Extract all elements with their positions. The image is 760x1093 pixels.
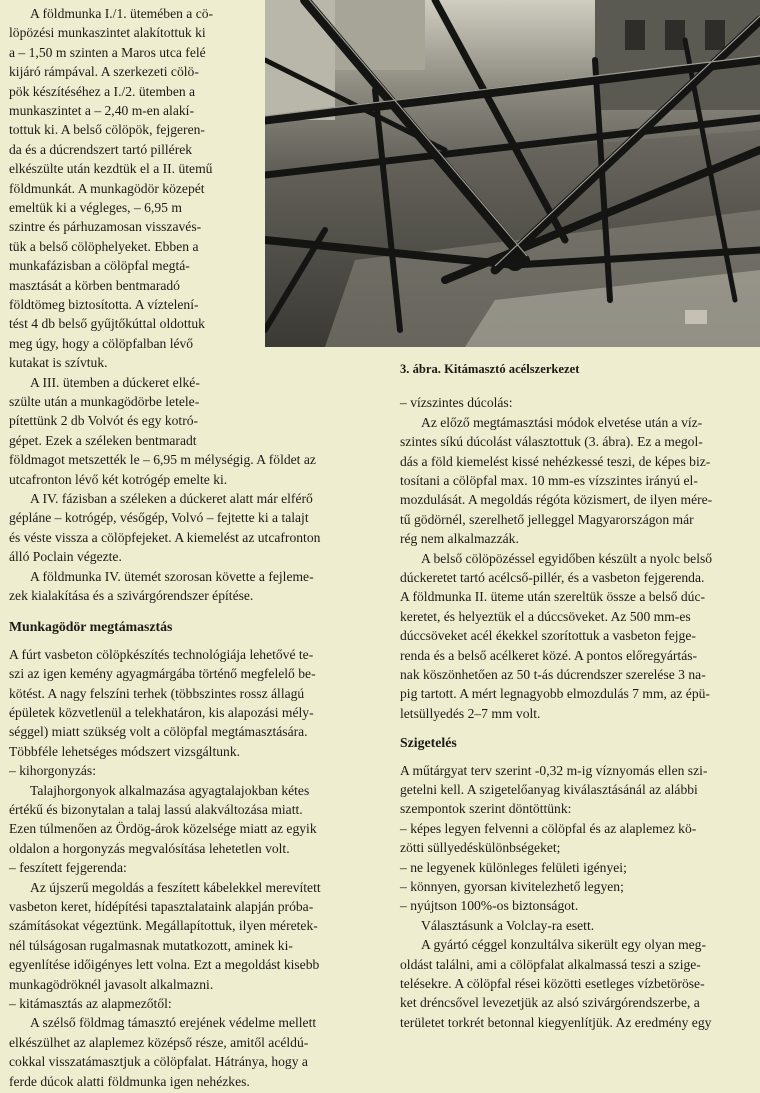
text-line: munkaszintet a – 2,40 m-en alakí- — [9, 103, 194, 118]
text-line: Talajhorgonyok alkalmazása agyagtalajokban kétes — [30, 782, 310, 798]
text-line: pök készítéséhez a I./2. ütemben a — [9, 83, 196, 99]
text-line: ket dréncsővel levezetjük az alsó szivárgórendszerbe, a — [400, 995, 700, 1011]
text-line: cokkal visszatámasztjuk a cölöpfalat. Hátránya, hogy a — [9, 1054, 308, 1070]
text-line: vasbeton keret, hídépítési tapasztalataink alapján próba- — [9, 899, 314, 914]
text-line: dás a föld kiemelést kissé nehézkessé teszi, de képes biz- — [400, 453, 711, 469]
list-item: zötti süllyedéskülönbségeket; — [400, 840, 561, 856]
text-line: letsüllyedés 2–7 mm volt. — [400, 705, 541, 721]
text-line: emeltük ki a végleges, – 6,95 m — [9, 200, 182, 215]
figure-photo-steel-bracing — [265, 0, 760, 347]
text-line: számításokat végeztünk. Megállapítottuk, ilyen méretek- — [9, 918, 318, 934]
text-line: tük a belső cölöphelyeket. Ebben a — [9, 238, 199, 254]
text-line: szi az igen kemény agyagmárgába történő megfelelő be- — [9, 666, 316, 682]
text-line: Ezen túlmenően az Ördög-árok közelsége miatt az egyik — [9, 821, 317, 837]
text-line: A földmunka IV. ütemét szorosan követte a fejleme- — [30, 568, 314, 584]
bullet-anchoring: – kihorgonyzás: — [9, 763, 96, 779]
text-line: egyenlítése időigényes lett volna. Ezt a megoldást kisebb — [9, 957, 320, 973]
text-line: dúccsöveket acél ékekkel szorítottuk a vasbeton fejge- — [400, 628, 696, 644]
text-line: A fúrt vasbeton cölöpkészítés technológiája lehetővé te- — [9, 646, 314, 662]
text-line: meg úgy, hogy a cölöpfalban lévő — [9, 335, 194, 351]
text-line: zek kialakítása és a szivárgórendszer építése. — [9, 588, 254, 603]
list-item: – nyújtson 100%-os biztonságot. — [400, 898, 579, 914]
text-line: A földmunka I./1. ütemében a cö- — [30, 6, 214, 21]
text-line: telésekre. A cölöpfal rései közötti esetleges vízbetöröse- — [400, 976, 705, 991]
text-line: tottuk ki. A belső cölöpök, fejgeren- — [9, 122, 205, 138]
text-line: elkészülhet az alaplemez középső része, amitől acéldú- — [9, 1034, 309, 1050]
text-line-choice: Választásunk a Volclay-ra esett. — [421, 917, 595, 933]
text-line: A műtárgyat terv szerint -0,32 m-ig víznyomás ellen szi- — [400, 762, 708, 778]
text-line: A belső cölöpözéssel egyidőben készült a nyolc belső — [421, 550, 713, 566]
figure-caption: 3. ábra. Kitámasztó acélszerkezet — [400, 362, 580, 376]
text-line: Többféle lehetséges módszert vizsgáltunk. — [9, 743, 241, 759]
text-line: területet torkrét betonnal kiegyenlítjük. Az eredmény egy — [400, 1014, 712, 1030]
text-line: renda és a belső acélkeret közé. A pontos előregyártás- — [400, 647, 698, 663]
text-line: álló Poclain végezte. — [9, 549, 122, 565]
text-line: tű gödörnél, szerelhető jelleggel Magyarországon már — [400, 511, 694, 527]
text-line: tosítani a cölöpfal max. 10 mm-es vízszintes irányú el- — [400, 473, 698, 488]
list-item: – ne legyenek különleges felületi igényei; — [400, 859, 627, 875]
text-line: épületek közvetlenül a telekhatáron, kis alapozási mély- — [9, 705, 314, 720]
text-line: nak köszönhetően az 50 t-ás dúcrendszer szerelése 3 na- — [400, 667, 706, 682]
text-line: getelni kell. A szigetelőanyag kiválasztásánál az alábbi — [400, 782, 698, 797]
list-item: – képes legyen felvenni a cölöpfal és az alaplemez kö- — [400, 820, 697, 836]
text-line: oldalon a horgonyzás megvalósítása lehetetlen volt. — [9, 840, 290, 856]
text-line: értékű és bizonytalan a talaj lassú alakváltozása miatt. — [9, 802, 303, 817]
text-line: A IV. fázisban a széleken a dúckeret alatt már elférő — [30, 491, 313, 506]
text-line: pig tartott. A mért legnagyobb elmozdulás 7 mm, az épü- — [400, 686, 710, 702]
text-line: és véste vissza a cölöpfejeket. A kiemelést az utcafronton — [9, 529, 321, 545]
text-line: gépet. Ezek a széleken bentmaradt — [9, 432, 197, 448]
text-line: a – 1,50 m szinten a Maros utca felé — [9, 44, 206, 60]
text-line: tést 4 db belső gyűjtőkúttal oldottuk — [9, 316, 205, 332]
text-line: séggel) miatt szükség volt a cölöpfal megtámasztására. — [9, 724, 308, 740]
text-line: kutakat is szívtuk. — [9, 355, 108, 371]
bullet-prestressed-beam: – feszített fejgerenda: — [9, 860, 127, 876]
text-line: kijáró rámpával. A szerkezeti cölö- — [9, 64, 199, 80]
text-line: keretet, és helyeztük el a dúccsöveket. Az 500 mm-es — [400, 608, 691, 624]
text-line: da és a dúcrendszert tartó pillérek — [9, 141, 193, 157]
text-line: oldást találni, ami a cölöpfalat alkalmassá teszi a szige- — [400, 956, 701, 972]
section-heading-pit-support: Munkagödör megtámasztás — [9, 619, 173, 635]
text-line: földmagot metszették le – 6,95 m mélységig. A földet az — [9, 452, 316, 468]
bullet-support-from-base: – kitámasztás az alapmezőtől: — [9, 996, 172, 1011]
text-line: ferde dúcok alatti földmunka igen nehézkes. — [9, 1073, 250, 1089]
text-line: szintre és párhuzamosan visszavés- — [9, 219, 202, 235]
text-line: A III. ütemben a dúckeret elké- — [30, 374, 200, 390]
text-line: A szélső földmag támasztó erejének védelme mellett — [30, 1015, 317, 1031]
text-line: gépláne – kotrógép, vésőgép, Volvó – fejtette ki a talajt — [9, 510, 309, 526]
text-line: munkafázisban a cölöpfal megtá- — [9, 258, 190, 274]
section-heading-insulation: Szigetelés — [400, 735, 457, 751]
text-line: mozdulását. A megoldás régóta közismert, de ilyen mére- — [400, 492, 713, 508]
text-line: szülte után a munkagödörbe letele- — [9, 394, 200, 409]
text-line: rég nem alkalmazzák. — [400, 531, 519, 547]
text-line: dúckeretet tartó acélcső-pillér, és a vasbeton fejgerenda. — [400, 570, 705, 585]
text-line: elkészülte után kezdtük el a II. ütemű — [9, 161, 213, 177]
text-line: munkagödröknél javasolt alkalmazni. — [9, 976, 214, 992]
text-line: szempontok szerint döntöttünk: — [400, 801, 572, 817]
text-line: Az előző megtámasztási módok elvetése után a víz- — [421, 414, 703, 430]
text-line: utcafronton lévő két kotrógép emelte ki. — [9, 471, 228, 487]
text-line: Az újszerű megoldás a feszített kábelekkel merevített — [30, 879, 321, 895]
text-line: A gyártó céggel konzultálva sikerült egy olyan meg- — [421, 937, 707, 953]
text-line: földmunkát. A munkagödör közepét — [9, 180, 205, 196]
text-line: szintes síkú dúcolást választottuk (3. ábra). Ez a megol- — [400, 434, 703, 450]
text-line: földtömeg biztosította. A víztelení- — [9, 297, 199, 312]
list-item: – könnyen, gyorsan kivitelezhető legyen; — [400, 879, 624, 894]
text-line: masztását a körben bentmaradó — [9, 277, 180, 293]
bullet-horizontal-bracing: – vízszintes dúcolás: — [400, 395, 513, 411]
text-line: A földmunka II. üteme után szereltük össze a belső dúc- — [400, 589, 706, 605]
steel-structure-image — [265, 0, 760, 347]
text-line: nél túlságosan rugalmasnak mutatkozott, aminek ki- — [9, 937, 293, 953]
text-line: kötést. A nagy felszíni terhek (többszintes rossz állagú — [9, 685, 305, 701]
text-line: löpözési munkaszintet alakítottuk ki — [9, 25, 206, 41]
text-line: pítettünk 2 db Volvót és egy kotró- — [9, 413, 199, 429]
